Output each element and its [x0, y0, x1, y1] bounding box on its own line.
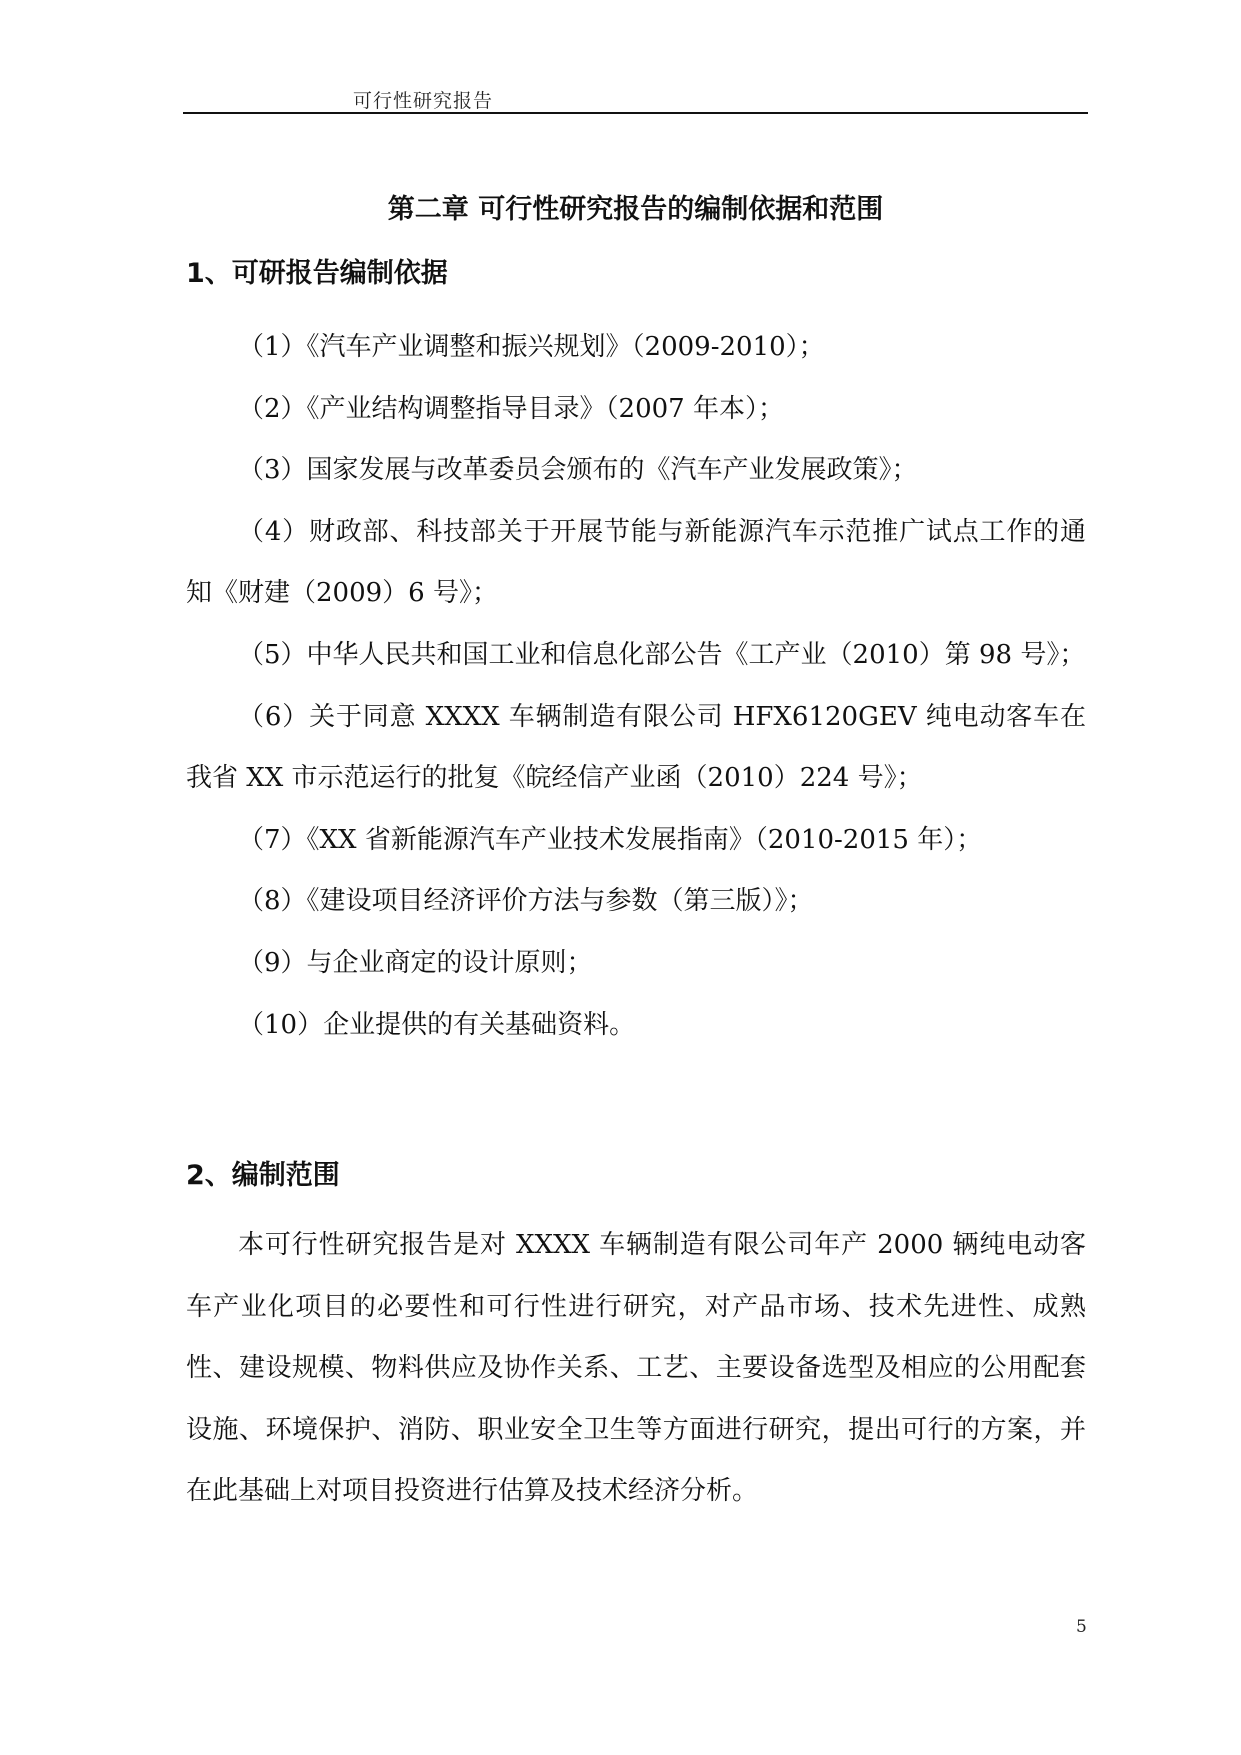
scope-paragraph: 本可行性研究报告是对 XXXX 车辆制造有限公司年产 2000 辆纯电动客车产业化项目的必要性和可行性进行研究，对产品市场、技术先进性、成熟性、建设规模、物料供应及协作关系、工艺、主要设备选型及相应的公用配套设施、环境保护、消防、职业安全卫生等方面进行研究，提出可行的方案，并在此基础上对项目投资进行估算及技术经济分析。 [186, 1230, 1086, 1507]
list-item: （9）与企业商定的设计原则； [238, 947, 593, 978]
list-item: （3）国家发展与改革委员会颁布的《汽车产业发展政策》； [238, 455, 918, 486]
list-item: （2）《产业结构调整指导目录》（2007 年本）； [238, 393, 784, 424]
running-header: 可行性研究报告 [353, 90, 494, 112]
basis-list [186, 317, 1086, 1056]
page-number: 5 [1076, 1617, 1087, 1637]
list-item: （5）中华人民共和国工业和信息化部公告《工产业（2010）第 98 号》； [238, 639, 1086, 670]
list-item: （1）《汽车产业调整和振兴规划》（2009-2010）； [238, 332, 825, 362]
section-heading-basis: 1、可研报告编制依据 [186, 258, 448, 289]
list-item: （4）财政部、科技部关于开展节能与新能源汽车示范推广试点工作的通知《财建（2009）6 号》； [186, 516, 1086, 609]
list-item: （8）《建设项目经济评价方法与参数（第三版）》； [238, 886, 814, 917]
list-item: （7）《XX 省新能源汽车产业技术发展指南》（2010-2015 年）； [238, 824, 983, 855]
chapter-title: 第二章 可行性研究报告的编制依据和范围 [387, 194, 884, 225]
list-item: （6）关于同意 XXXX 车辆制造有限公司 HFX6120GEV 纯电动客车在我省 XX 市示范运行的批复《皖经信产业函（2010）224 号》； [186, 701, 1086, 794]
list-item: （10）企业提供的有关基础资料。 [238, 1009, 636, 1040]
section-heading-scope: 2、编制范围 [186, 1160, 340, 1191]
header-divider [183, 112, 1088, 114]
scope-body [186, 1215, 1086, 1523]
